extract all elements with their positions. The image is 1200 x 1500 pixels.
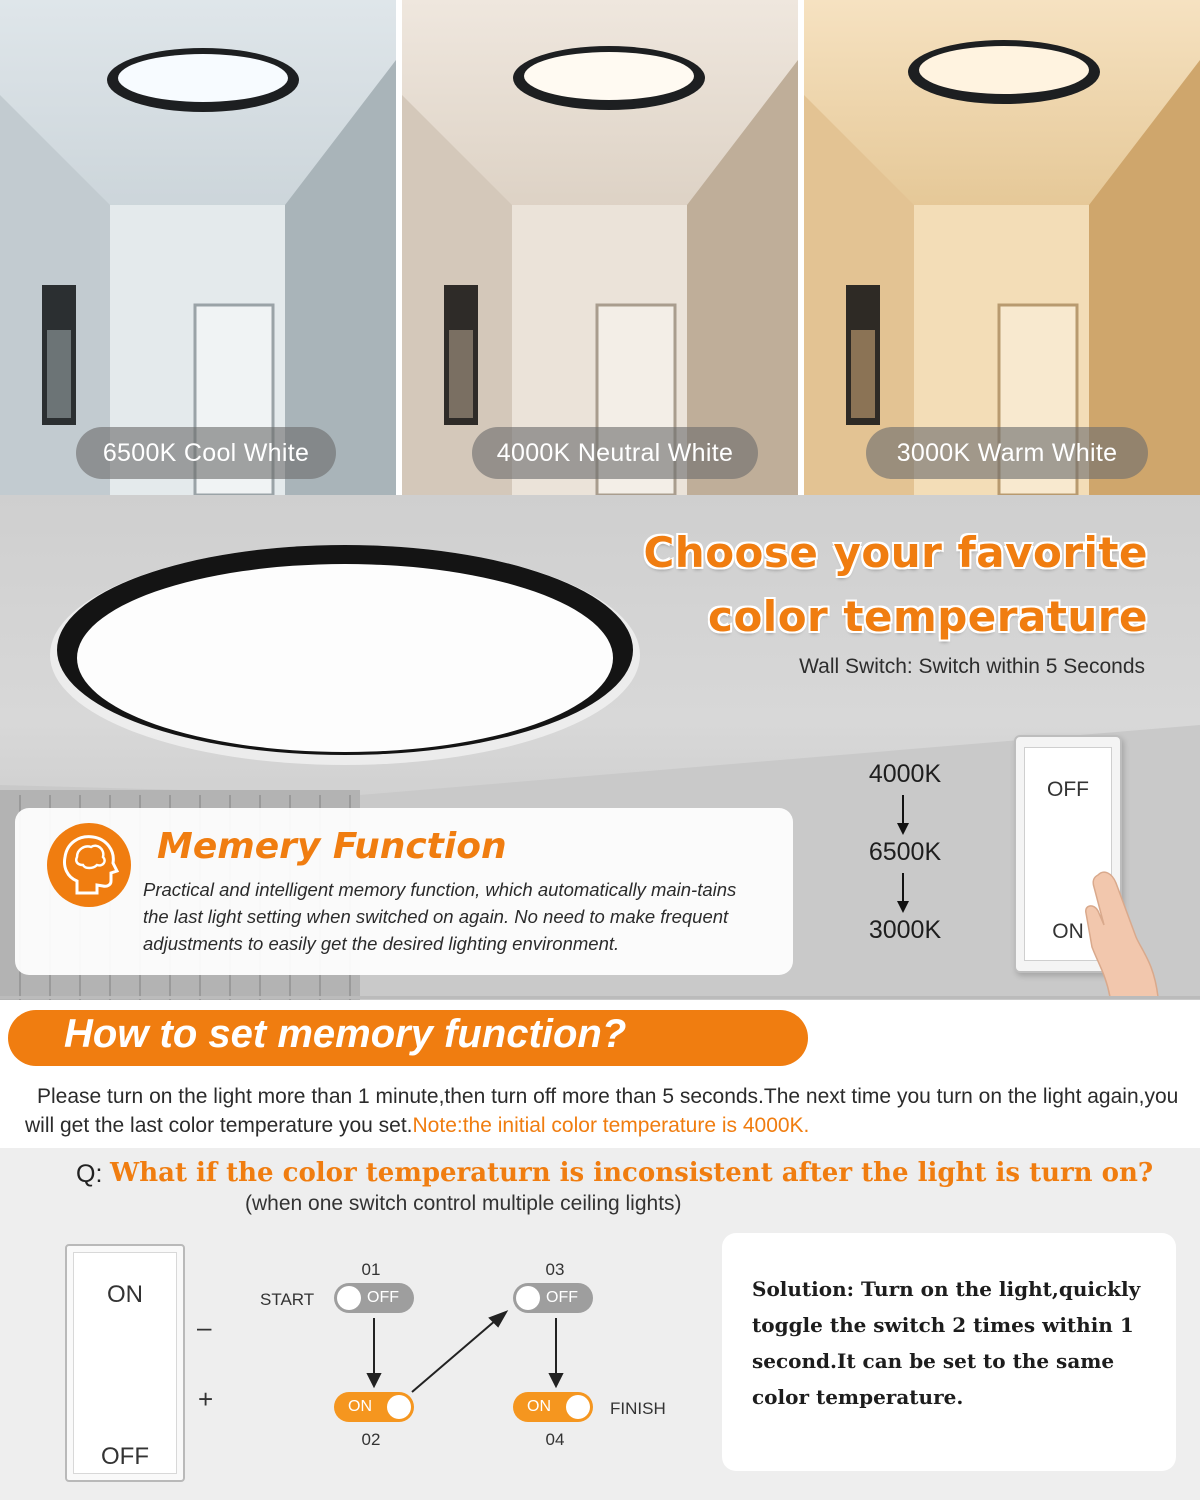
temp-label-neutral: 4000K Neutral White <box>472 427 758 479</box>
memory-function-description: Practical and intelligent memory function, which automatically main-tains the last light setting when switched on again. No need to make frequent adjustments to easily get the desired lighting environment. <box>143 879 737 954</box>
hallway-illustration <box>402 0 798 495</box>
sequence-step-2: 6500K <box>868 838 942 866</box>
color-temperature-panels <box>0 0 1200 495</box>
question-subtext: (when one switch control multiple ceiling lights) <box>245 1192 682 1215</box>
temp-label-warm: 3000K Warm White <box>866 427 1148 479</box>
toggle-step-02 <box>334 1392 414 1422</box>
rocker-switch <box>65 1244 185 1482</box>
rocker-switch-face <box>73 1252 177 1474</box>
rocker-on-label: ON <box>107 1281 143 1308</box>
headline-line-1: Choose your favorite <box>643 528 1148 577</box>
step-number-02: 02 <box>361 1430 381 1449</box>
panel-warm-white <box>804 0 1200 495</box>
step-number-03: 03 <box>545 1260 565 1279</box>
headline-line-2: color temperature <box>708 592 1148 641</box>
plus-sign: + <box>198 1384 214 1414</box>
down-arrow-icon <box>896 795 910 835</box>
down-arrow-icon <box>896 873 910 913</box>
toggle-state-label: ON <box>527 1398 551 1415</box>
toggle-step-01 <box>334 1283 414 1313</box>
toggle-state-label: OFF <box>367 1289 399 1306</box>
finish-label: FINISH <box>610 1399 666 1418</box>
solution-card <box>722 1233 1176 1471</box>
rocker-off-label: OFF <box>101 1443 149 1470</box>
question-text: What if the color temperaturn is inconsistent after the light is turn on? <box>110 1158 1154 1188</box>
toggle-state-label: OFF <box>546 1289 578 1306</box>
panel-neutral-white <box>402 0 798 495</box>
hallway-illustration <box>804 0 1200 495</box>
step-number-01: 01 <box>361 1260 381 1279</box>
brain-head-icon <box>47 823 131 907</box>
wall-switch-note: Wall Switch: Switch within 5 Seconds <box>799 655 1145 678</box>
toggle-step-03 <box>513 1283 593 1313</box>
wall-switch-off-label: OFF <box>1047 778 1089 801</box>
howto-note: Note:the initial color temperature is 4000K. <box>412 1114 810 1137</box>
sequence-step-1: 4000K <box>868 760 942 788</box>
ceiling-light <box>50 545 640 765</box>
memory-function-card <box>15 808 793 975</box>
toggle-knob <box>566 1395 590 1419</box>
step-number-04: 04 <box>545 1430 565 1449</box>
toggle-knob <box>337 1286 361 1310</box>
memory-function-title: Memery Function <box>157 826 507 867</box>
toggle-step-04 <box>513 1392 593 1422</box>
howto-title: How to set memory function? <box>64 1012 627 1056</box>
minus-sign: – <box>197 1312 212 1342</box>
howto-instructions-text: Please turn on the light more than 1 minute,then turn off more than 5 seconds.The next time you turn on the light again,you will get the last color temperature you set. <box>25 1085 1179 1137</box>
howto-instructions <box>25 1082 1185 1140</box>
solution-text: Solution: Turn on the light,quickly toggle the switch 2 times within 1 second.It can be set to the same color temperature. <box>752 1277 1141 1409</box>
wall-switch-on-label: ON <box>1052 920 1084 943</box>
temp-label-cool: 6500K Cool White <box>76 427 336 479</box>
toggle-knob <box>516 1286 540 1310</box>
panel-cool-white <box>0 0 396 495</box>
section-divider <box>0 996 1200 999</box>
question-label: Q: <box>76 1160 103 1188</box>
toggle-state-label: ON <box>348 1398 372 1415</box>
finger-pointer-icon <box>1080 867 1160 997</box>
sequence-step-3: 3000K <box>868 916 942 944</box>
start-label: START <box>260 1290 315 1309</box>
hallway-illustration <box>0 0 396 495</box>
toggle-knob <box>387 1395 411 1419</box>
feature-section <box>0 495 1200 1000</box>
